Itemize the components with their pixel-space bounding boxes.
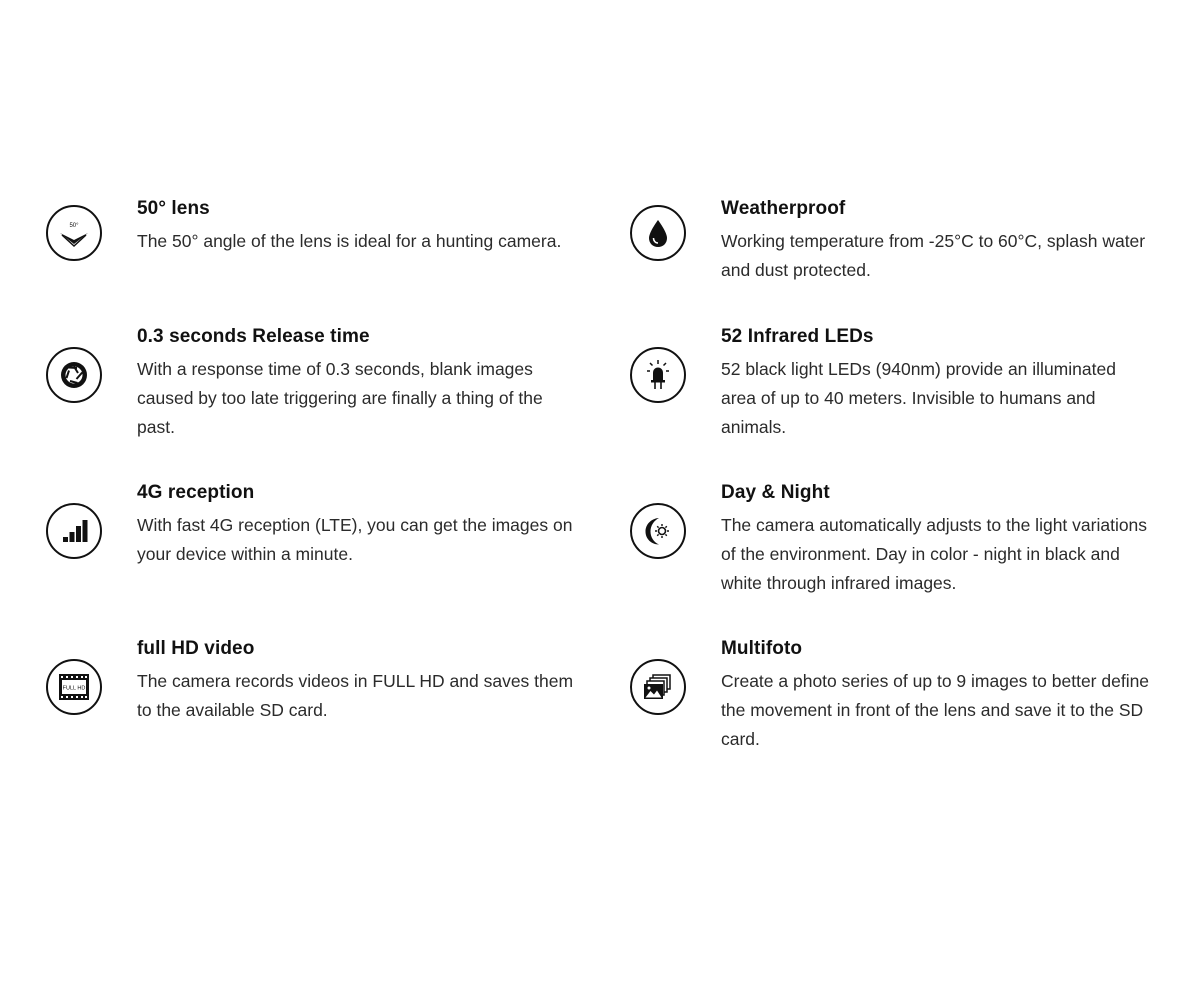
led-icon (630, 347, 686, 403)
feature-description: 52 black light LEDs (940nm) provide an illuminated area of up to 40 meters. Invisible to humans and animals. (721, 359, 1116, 437)
svg-text:50°: 50° (69, 223, 79, 229)
feature-description: With a response time of 0.3 seconds, blank images caused by too late triggering are finally a thing of the past. (137, 359, 543, 437)
feature-title: 0.3 seconds Release time (137, 326, 370, 347)
feature-description: The 50° angle of the lens is ideal for a hunting camera. (137, 231, 562, 251)
feature-title: 52 Infrared LEDs (721, 326, 874, 347)
feature-description: The camera records videos in FULL HD and saves them to the available SD card. (137, 671, 574, 720)
svg-text:FULL HD: FULL HD (62, 685, 86, 692)
feature-title: full HD video (137, 638, 255, 659)
feature-title: Multifoto (721, 638, 803, 659)
feature-description: Create a photo series of up to 9 images to better define the movement in front of the lens and save it to the SD card. (721, 671, 1150, 749)
feature-description: Working temperature from -25°C to 60°C, splash water and dust protected. (721, 231, 1146, 280)
aperture-icon (46, 347, 102, 403)
feature-title: Day & Night (721, 482, 830, 503)
photo-stack-icon (630, 659, 686, 715)
lens-angle-icon (46, 205, 102, 261)
feature-description: The camera automatically adjusts to the light variations of the environment. Day in color - night in black and white through infrared images. (721, 515, 1148, 593)
day-night-icon (630, 503, 686, 559)
water-drop-icon (630, 205, 686, 261)
film-icon (46, 659, 102, 715)
signal-bars-icon (46, 503, 102, 559)
feature-description: With fast 4G reception (LTE), you can get the images on your device within a minute. (137, 515, 573, 564)
feature-title: 50° lens (137, 198, 210, 219)
feature-title: 4G reception (137, 482, 255, 503)
feature-title: Weatherproof (721, 198, 846, 219)
